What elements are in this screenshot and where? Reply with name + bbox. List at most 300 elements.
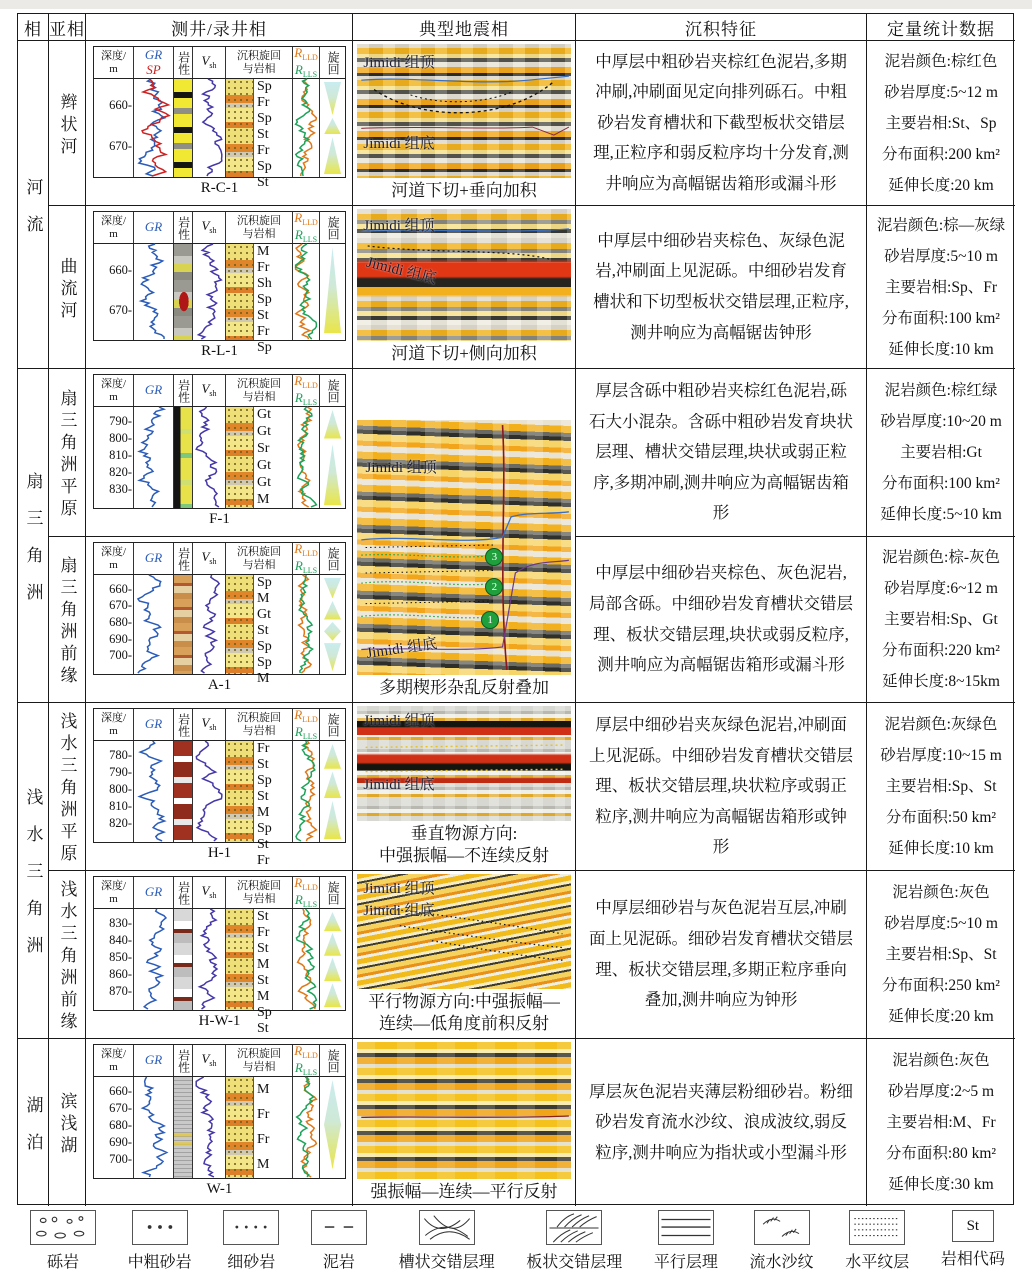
list-item: 连续—低角度前积反射 [379,1014,549,1033]
list-item: 分布面积:100 km² [882,475,1000,492]
depth-ticks [94,909,134,1010]
cycle-down-triangle [324,82,341,115]
vsh-label: V [201,218,210,233]
list-item: Sp [257,821,272,836]
gr-column-header [134,709,174,740]
well-log-panel [86,537,353,703]
log-track-box [93,374,346,509]
list-item: Sp [257,292,272,307]
list-item: St [257,973,269,988]
list-item: 660 - [94,582,132,597]
lithology-track [174,79,193,177]
lithology-track [174,1077,193,1178]
list-item: M [257,244,270,259]
rlls-sub: LLS [302,69,318,79]
facies-graphic [226,741,254,842]
legend-item [399,1210,495,1272]
well-log-panel [86,369,353,537]
list-item: Sp [257,159,272,174]
list-item: 分布面积:50 km² [885,809,997,826]
depth-label: 深度/ [100,880,127,893]
depth-label: 深度/ [100,1048,127,1061]
depth-unit: m [109,1060,118,1073]
list-item: 800 - [94,782,132,797]
list-item: 分布面积:200 km² [882,145,1000,163]
stats-shallow-delta-plain [867,703,1015,871]
facies-track [226,575,293,686]
list-item: Sp [257,655,272,670]
list-item: M [257,491,270,507]
well-log-panel [86,1039,353,1206]
log-track-header [94,540,345,575]
seismic-image [357,874,571,989]
list-item: 主要岩相:Sp、Gt [884,611,998,628]
list-item: 主要岩相:Sp、St [885,946,997,963]
list-item: 分布面积:100 km² [882,309,1000,327]
lithology-column-header [174,543,193,574]
rlls-sub: LLS [302,1067,318,1077]
horizon-bottom-label: Jimidi 组底 [363,776,435,793]
cycle-label: 旋回 [326,1048,341,1073]
well-log-panel [86,703,353,871]
facies-track [226,407,293,508]
well-name: H-1 [207,845,232,861]
list-item: St [257,909,269,924]
facies-col-label-1: 沉积旋回 [237,546,281,559]
vsh-curve-track [193,909,226,1010]
seismic-caption [353,991,575,1038]
gr-curve-track [134,1077,174,1178]
lithology-label: 岩性 [176,378,191,403]
facies-column-header [226,709,293,740]
rlls-label: R [294,1059,303,1075]
facies-col-label-1: 沉积旋回 [237,880,281,893]
facies-graphic [226,79,254,177]
legend-item [311,1210,367,1272]
lithology-label: 岩性 [176,712,191,737]
list-item: 670 - [94,303,132,318]
gr-curve-label: GR [144,382,163,398]
gr-curve-track [134,79,174,177]
depth-ticks [94,575,134,674]
rlld-sub: LLD [302,714,318,724]
subfacies-fan-delta-plain [49,369,86,537]
seismic-shallow-delta-plain [353,703,576,871]
resistivity-curve-track [293,575,320,674]
col-header-seismic [353,14,576,41]
list-item: 790 - [94,765,132,780]
vsh-label: V [201,883,210,898]
rlls-label: R [294,389,303,405]
facies-col-label-2: 与岩相 [242,724,276,737]
facies-graphic [226,407,254,508]
rlld-label: R [294,706,303,722]
list-item: M [257,1157,270,1173]
facies-column-header [226,212,293,243]
col-header-stats [867,14,1015,41]
seismic-caption [353,1181,575,1206]
vsh-label: V [201,53,210,68]
cycle-label: 旋回 [326,712,341,737]
facies-col-label-2: 与岩相 [242,62,276,75]
wedge-marker-2: 2 [485,578,503,596]
lithology-track [174,575,193,674]
list-item: 670 - [94,139,132,154]
cycle-up-triangle [324,444,341,505]
cycle-track [320,741,345,842]
vsh-column-header [193,375,226,406]
gr-curve-track [134,909,174,1010]
description-text: 中厚层细砂岩与灰色泥岩互层,冲刷面上见泥砾。细砂岩发育槽状交错层理、板状交错层理,多期正粒序垂向叠加,测井响应为钟形 [589,898,853,1010]
list-item: St [257,1021,269,1036]
list-item: 垂直物源方向: [410,824,518,843]
well-name: A-1 [207,677,232,693]
list-item: 延伸长度:20 km [888,176,994,194]
list-item: 870 - [94,984,132,999]
vsh-sub: sh [209,1059,217,1069]
facies-fan-delta [18,369,49,703]
cycle-column-header [320,212,345,243]
list-item: 700 - [94,648,132,663]
rlld-sub: LLD [302,217,318,227]
cycle-label: 旋回 [326,50,341,75]
cycle-up-triangle [324,744,341,769]
legend-label: 砾岩 [46,1254,79,1271]
legend-label: 岩相代码 [940,1251,1005,1268]
subfacies-shore-shallow-lake [49,1039,86,1206]
list-item: St [257,789,269,804]
list-item: St [257,837,269,852]
vsh-column-header [193,1045,226,1076]
vsh-label: V [201,715,210,730]
cycle-column-header [320,375,345,406]
stats-shallow-delta-front [867,871,1015,1039]
resistivity-column-header [293,372,320,407]
facies-col-label-1: 沉积旋回 [237,712,281,725]
subfacies-label: 辫状河 [57,92,77,159]
well-name: R-L-1 [201,343,238,359]
list-item: 790 - [94,414,132,429]
stats-fan-delta-front [867,537,1015,703]
list-item: 主要岩相:Sp、St [885,778,997,795]
list-item: 泥岩颜色:灰绿色 [884,716,998,733]
horizon-top-label: Jimidi 组顶 [363,713,435,730]
cycle-label: 旋回 [326,215,341,240]
facies-shallow-delta [18,703,49,1039]
depth-column-header [94,1045,134,1076]
log-track-header [94,209,345,244]
description-shallow-delta-plain [576,703,867,871]
list-item: Gt [257,424,271,440]
resistivity-column-header [293,1042,320,1077]
list-item: 810 - [94,799,132,814]
list-item: Sp [257,79,272,94]
list-item: 810 - [94,448,132,463]
cycle-label: 旋回 [326,378,341,403]
seismic-image [357,706,571,821]
facies-col-label-1: 沉积旋回 [237,1048,281,1061]
list-item: 延伸长度:8~15km [882,673,1000,690]
cycle-up-triangle [324,912,341,931]
list-item: Sr [257,441,270,457]
list-item: 860 - [94,967,132,982]
gr-curve-track [134,575,174,674]
cycle-up-triangle [324,983,341,1007]
list-item: 砂岩厚度:6~12 m [884,580,998,597]
cycle-up-triangle [324,137,341,174]
rlls-sub: LLS [302,234,318,244]
description-fan-delta-plain [576,369,867,537]
header-text: 测井/录井相 [171,19,267,39]
gr-curve-label: GR [144,550,163,566]
resistivity-column-header [293,44,320,79]
horizon-bottom-label: Jimidi 组底 [363,903,435,920]
stats-meandering-river [867,206,1015,369]
list-item: Sp [257,1005,272,1020]
vsh-curve-track [193,79,226,177]
resistivity-curve-track [293,909,320,1010]
resistivity-curve-track [293,741,320,842]
legend-label: 板状交错层理 [526,1254,623,1271]
list-item: Sp [257,111,272,126]
vsh-label: V [201,549,210,564]
list-item: 820 - [94,465,132,480]
well-name: R-C-1 [200,180,239,196]
list-item: 河道下切+侧向加积 [391,344,537,363]
facies-graphic [226,244,254,340]
subfacies-shallow-delta-front [49,871,86,1039]
subfacies-label: 扇三角洲前缘 [57,556,77,688]
rlls-sub: LLS [302,899,318,909]
horizon-bottom-label: Jimidi 组底 [363,136,435,153]
log-track-body [94,407,345,508]
list-item: 延伸长度:5~10 km [880,506,1002,523]
log-track-header [94,372,345,407]
rlls-sub: LLS [302,397,318,407]
lithofacies-codes [254,407,292,508]
depth-column-header [94,877,134,908]
list-item: M [257,957,270,972]
seismic-caption [353,677,575,702]
horizon-bottom-label: Jimidi 组底 [364,254,438,288]
lithology-track [174,909,193,1010]
list-item: 砂岩厚度:5~10 m [884,915,998,932]
facies-col-label-2: 与岩相 [242,558,276,571]
horizon-top-label: Jimidi 组顶 [365,459,437,476]
vsh-column-header [193,47,226,78]
depth-unit: m [109,227,118,240]
vsh-sub: sh [209,891,217,901]
lithofacies-codes [254,1077,292,1178]
gr-column-header [134,375,174,406]
list-item: 820 - [94,816,132,831]
lithofacies-codes [254,79,292,190]
facies-track [226,79,293,190]
description-text: 厚层灰色泥岩夹薄层粉细砂岩。粉细砂岩发育流水沙纹、浪成波纹,弱反粒序,测井响应为指状或小型漏斗形 [589,1081,853,1162]
subfacies-shallow-delta-plain [49,703,86,871]
list-item: M [257,805,270,820]
facies-label: 湖泊 [23,1095,43,1170]
seismic-image [357,1042,571,1179]
list-item: 分布面积:220 km² [882,642,1000,659]
resistivity-curve-track [293,79,320,177]
cycle-column-header [320,709,345,740]
lithology-label: 岩性 [176,880,191,905]
list-item: St [257,941,269,956]
well-log-panel [86,871,353,1039]
vsh-sub: sh [209,557,217,567]
horizon-top-label: Jimidi 组顶 [363,54,435,71]
list-item: 670 - [94,1101,132,1116]
list-item: Fr [257,143,270,158]
lithology-column-header [174,212,193,243]
trough-cross-bedding-icon [419,1210,475,1245]
sp-curve-label: SP [146,61,161,77]
vsh-label: V [201,1051,210,1066]
description-fan-delta-front [576,537,867,703]
lithofacies-codes [254,575,292,686]
list-item: 主要岩相:Sp、Fr [885,278,997,296]
depth-label: 深度/ [100,712,127,725]
vsh-curve-track [193,1077,226,1178]
legend-item [941,1210,1005,1269]
list-item: St [257,757,269,772]
subfacies-fan-delta-front [49,537,86,703]
rlls-label: R [294,61,303,77]
lithology-column-header [174,1045,193,1076]
depth-ticks [94,1077,134,1178]
facies-track [226,1077,293,1178]
depth-label: 深度/ [100,50,127,63]
subfacies-meandering-river [49,206,86,369]
log-track-header [94,874,345,909]
vsh-sub: sh [209,61,217,71]
seismic-caption [353,180,575,205]
description-meandering-river [576,206,867,369]
stats-fan-delta-plain [867,369,1015,537]
list-item: 砂岩厚度:10~20 m [880,413,1002,430]
list-item: 泥岩颜色:灰色 [892,1052,990,1069]
seismic-caption [353,343,575,368]
depth-unit: m [109,390,118,403]
cycle-up-triangle [324,933,341,956]
list-item: Gt [257,407,271,423]
list-item: 延伸长度:10 km [888,340,994,358]
seismic-annotations [357,1042,571,1179]
cycle-down-triangle [324,643,341,671]
depth-column-header [94,709,134,740]
depth-label: 深度/ [100,215,127,228]
description-text: 厚层中细砂岩夹灰绿色泥岩,冲刷面上见泥砾。中细砂岩发育槽状交错层理、板状交错层理,块状粒序或弱正粒序,测井响应为高幅锯齿箱形或钟形 [589,715,853,857]
list-item: Sp [257,575,272,590]
depth-column-header [94,47,134,78]
list-item: 多期楔形杂乱反射叠加 [379,678,549,697]
seismic-braided-river [353,41,576,206]
description-braided-river [576,41,867,206]
header-text: 定量统计数据 [887,19,995,39]
list-item: 700 - [94,1152,132,1167]
wedge-marker-1: 1 [481,611,499,629]
legend-label: 流水沙纹 [749,1254,814,1271]
cycle-up-triangle [324,410,341,439]
list-item: 砂岩厚度:5~12 m [884,83,998,101]
lithology-column-header [174,375,193,406]
header-text: 沉积特征 [685,19,757,39]
list-item: M [257,591,270,606]
gr-curve-track [134,407,174,508]
legend-item [845,1210,909,1272]
facies-col-label-1: 沉积旋回 [237,215,281,228]
gr-column-header [134,1045,174,1076]
col-header-subfacies [49,14,86,41]
depth-column-header [94,375,134,406]
log-track-header [94,44,345,79]
facies-graphic [226,575,254,674]
facies-river [18,41,49,369]
vsh-sub: sh [209,723,217,733]
vsh-curve-track [193,244,226,340]
rlld-label: R [294,1042,303,1058]
cycle-diamond-triangle [324,1080,341,1169]
list-item: 泥岩颜色:棕—灰绿 [876,216,1006,234]
conglomerate-icon [30,1210,96,1245]
legend-label: 细砂岩 [227,1254,276,1271]
lithology-label: 岩性 [176,50,191,75]
facies-track [226,244,293,355]
list-item: 砂岩厚度:5~10 m [884,247,998,265]
list-item: 830 - [94,482,132,497]
gr-curve-label: GR [144,884,163,900]
legend-label: 平行层理 [653,1254,718,1271]
rlld-sub: LLD [302,380,318,390]
cycle-up-triangle [324,247,341,333]
gr-curve-label: GR [144,716,163,732]
list-item: Fr [257,324,270,339]
vsh-sub: sh [209,226,217,236]
seismic-lake [353,1039,576,1206]
well-name: W-1 [206,1181,233,1197]
facies-col-label-1: 沉积旋回 [237,378,281,391]
cycle-diamond-triangle [324,622,341,641]
list-item: Sp [257,773,272,788]
facies-col-label-2: 与岩相 [242,390,276,403]
depth-unit: m [109,724,118,737]
cycle-track [320,244,345,340]
legend-item [526,1210,622,1272]
wedge-marker-3: 3 [485,548,503,566]
resistivity-curve-track [293,244,320,340]
facies-column-header [226,1045,293,1076]
well-log-panel [86,206,353,369]
vsh-sub: sh [209,389,217,399]
list-item: 延伸长度:20 km [888,1008,994,1025]
list-item: 主要岩相:M、Fr [886,1114,996,1131]
vsh-column-header [193,709,226,740]
resistivity-column-header [293,874,320,909]
depth-unit: m [109,892,118,905]
resistivity-column-header [293,209,320,244]
list-item: 660 - [94,263,132,278]
vsh-label: V [201,381,210,396]
rlld-sub: LLD [302,882,318,892]
horizon-bottom-label: Jimidi 组底 [364,635,438,662]
list-item: M [257,671,270,686]
resistivity-column-header [293,706,320,741]
gr-column-header [134,877,174,908]
subfacies-label: 滨浅湖 [57,1092,77,1158]
facies-column-header [226,47,293,78]
facies-label: 扇三角洲 [23,471,43,620]
